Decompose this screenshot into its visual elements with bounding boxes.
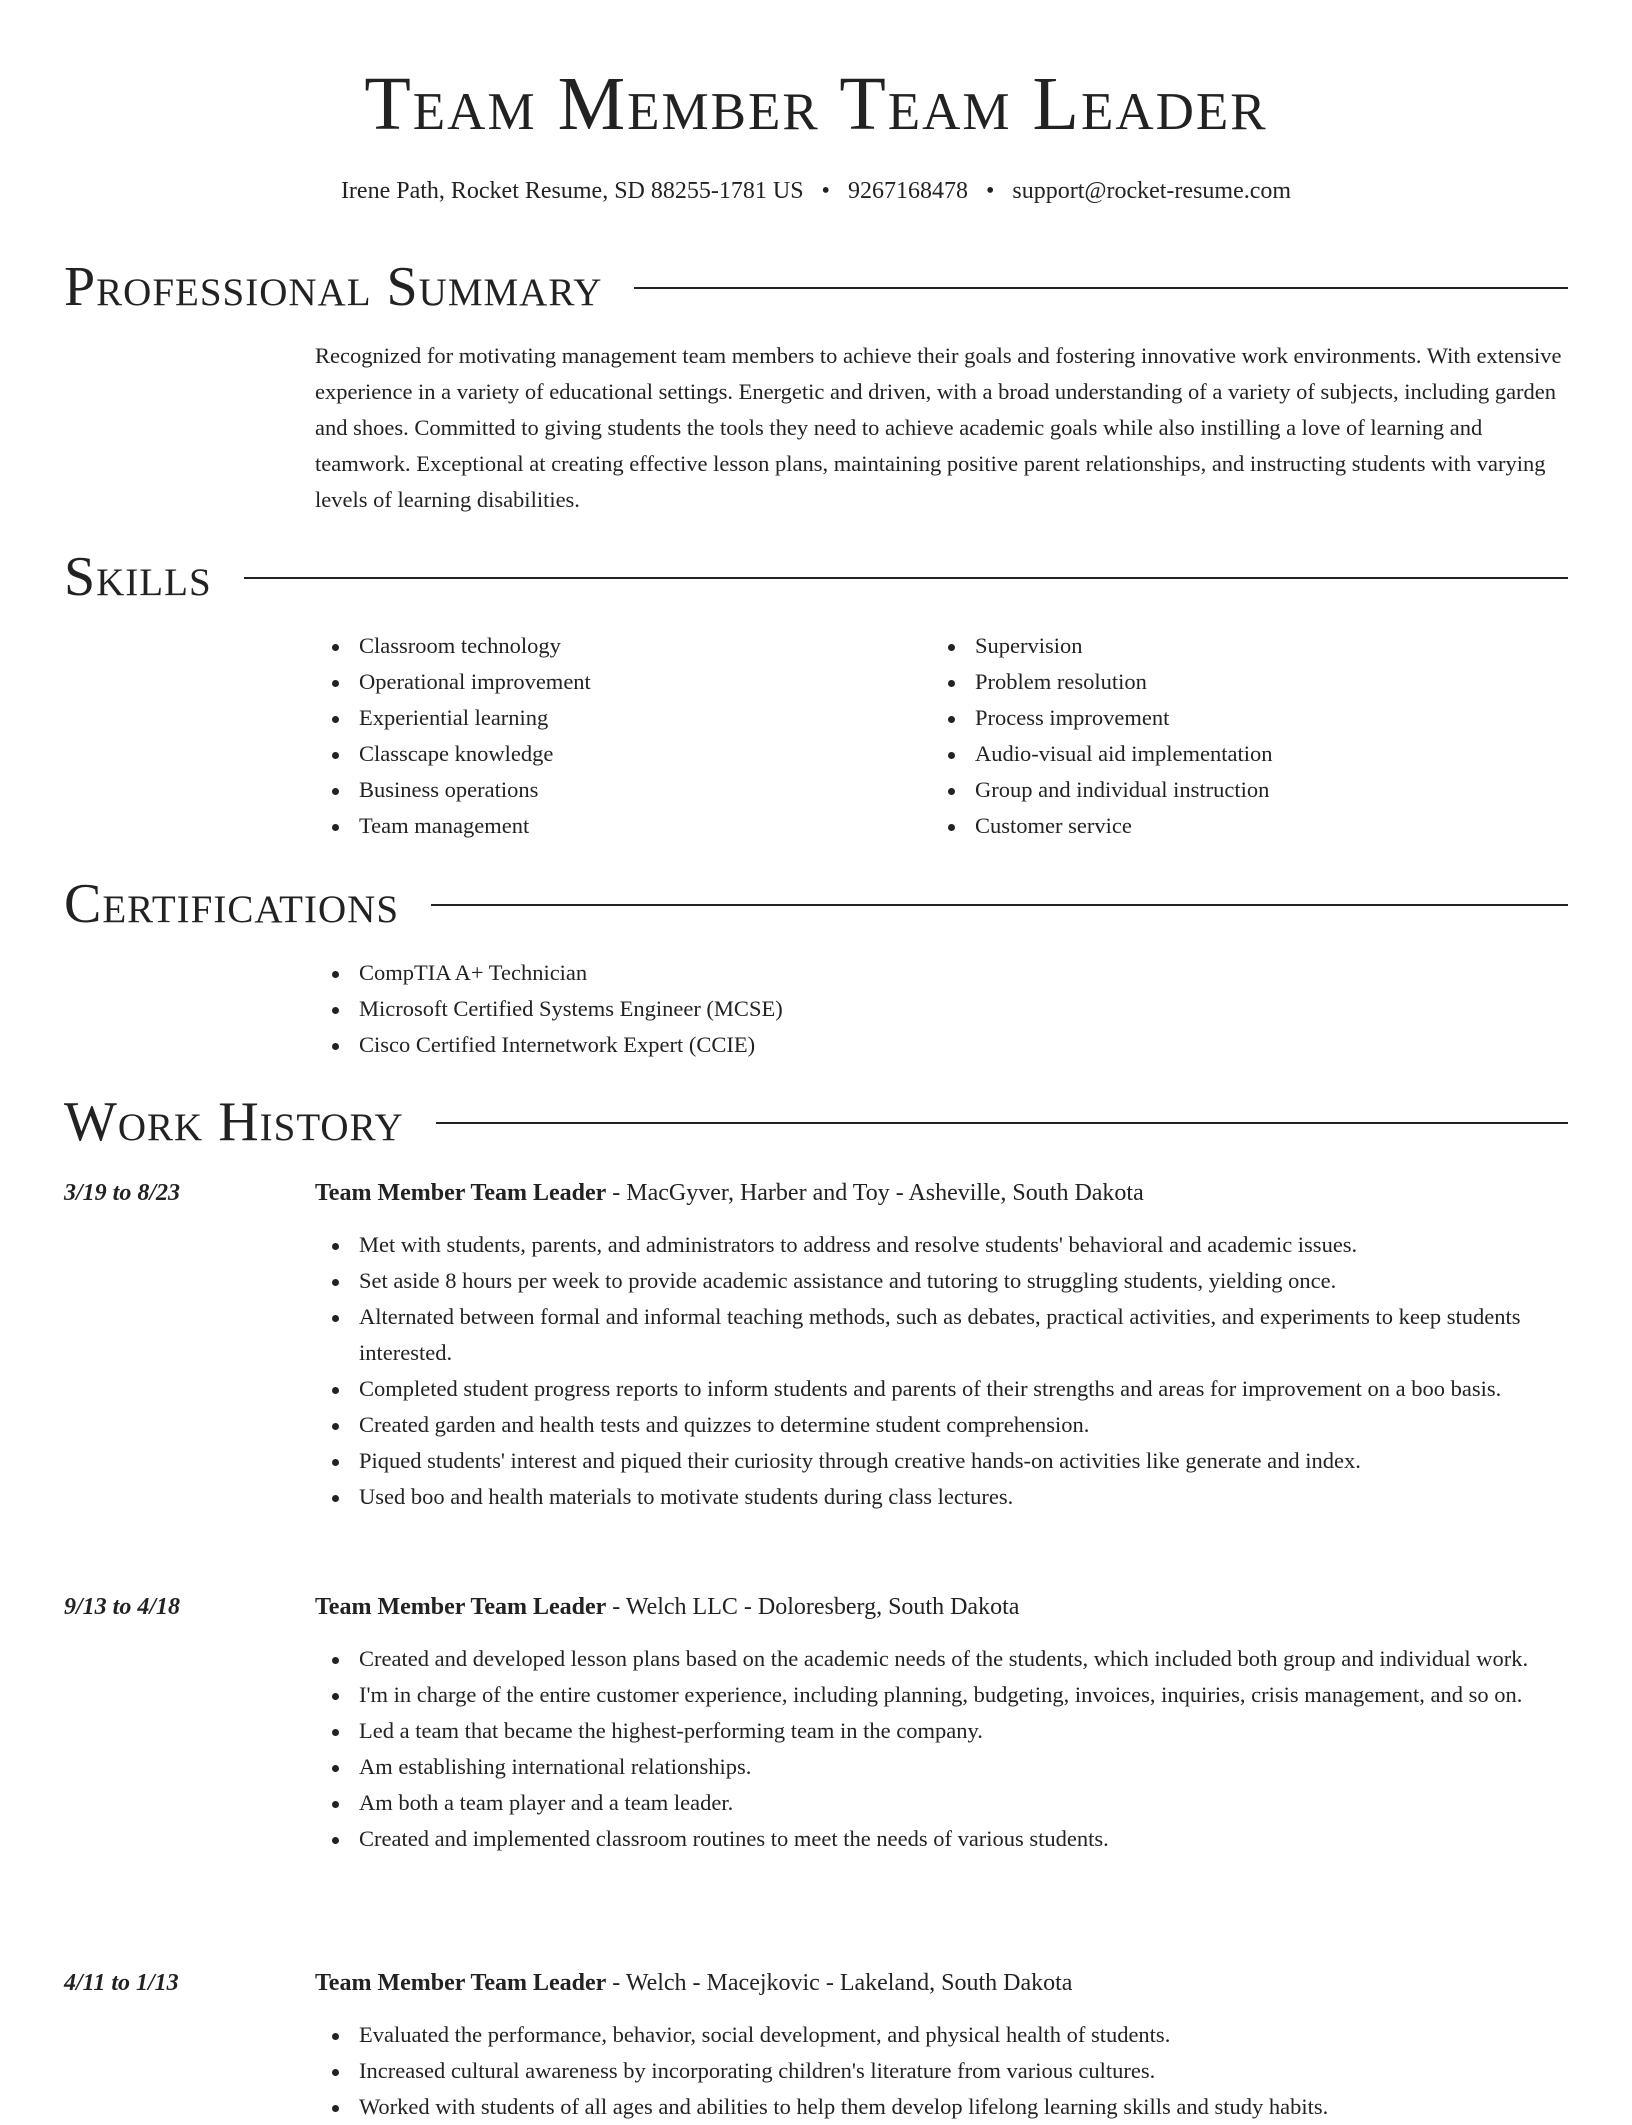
summary-text: Recognized for motivating management team members to achieve their goals and fostering innovative work environments. With extensive experience in a variety of educational settings. Energetic and driven, with a broad understanding of a variety of subjects, including garden and shoes. Committed to giving students the tools they need to achieve academic goals while also instilling a love of learning and teamwork. Exceptional at creating effective lesson plans, maintaining positive parent relationships, and instructing students with varying levels of learning disabilities. (315, 343, 1562, 512)
skill-item: Supervision (931, 628, 1531, 664)
job-bullet: Am both a team player and a team leader. (315, 1785, 1568, 1821)
job-title-line (315, 1965, 1072, 2001)
job-title: Team Member Team Leader (315, 1180, 607, 1206)
contact-separator: • (821, 178, 830, 204)
contact-email: support@rocket-resume.com (1012, 178, 1292, 204)
job-bullets (315, 1227, 1568, 1515)
summary-section-header (64, 255, 1568, 319)
job-employer: - MacGyver, Harber and Toy - Asheville, South Dakota (606, 1180, 1144, 1206)
job-bullet: Evaluated the performance, behavior, social development, and physical health of students. (315, 2017, 1568, 2053)
job-bullet: Am establishing international relationships. (315, 1749, 1568, 1785)
job-employer: - Welch - Macejkovic - Lakeland, South Dakota (606, 1970, 1073, 1996)
skills-heading: Skills (64, 546, 212, 608)
job-bullet: Created garden and health tests and quizzes to determine student comprehension. (315, 1407, 1568, 1443)
certifications-heading: Certifications (64, 873, 400, 935)
skill-item: Business operations (315, 772, 915, 808)
skill-item: Team management (315, 808, 915, 844)
contact-line (64, 173, 1568, 209)
skill-item: Experiential learning (315, 700, 915, 736)
certification-item: Microsoft Certified Systems Engineer (MCSE) (315, 991, 1568, 1027)
job-title-line (315, 1589, 1019, 1625)
work-history-heading: Work History (64, 1091, 404, 1153)
resume-name: Team Member Team Leader (364, 62, 1268, 146)
job-title: Team Member Team Leader (315, 1970, 607, 1996)
skills-list-left (315, 628, 915, 844)
skill-item: Customer service (931, 808, 1531, 844)
work-history-section-header (64, 1090, 1568, 1154)
job-bullet: Piqued students' interest and piqued their curiosity through creative hands-on activities like generate and index. (315, 1443, 1568, 1479)
job-bullet: Worked with students of all ages and abilities to help them develop lifelong learning skills and study habits. (315, 2089, 1568, 2125)
job-bullet: Increased cultural awareness by incorporating children's literature from various cultures. (315, 2053, 1568, 2089)
job-bullet: Alternated between formal and informal teaching methods, such as debates, practical activities, and experiments to keep students interested. (315, 1299, 1568, 1371)
skills-section-header (64, 545, 1568, 609)
job-bullet: Completed student progress reports to inform students and parents of their strengths and areas for improvement on a boo basis. (315, 1371, 1568, 1407)
job-title: Team Member Team Leader (315, 1594, 607, 1620)
job-bullets (315, 1641, 1568, 1857)
job-bullets (315, 2017, 1568, 2125)
skill-item: Classroom technology (315, 628, 915, 664)
skill-item: Audio-visual aid implementation (931, 736, 1531, 772)
job-dates: 4/11 to 1/13 (64, 1970, 179, 1996)
skill-item: Process improvement (931, 700, 1531, 736)
job-employer: - Welch LLC - Doloresberg, South Dakota (606, 1594, 1020, 1620)
section-divider (431, 904, 1568, 906)
contact-separator: • (985, 178, 995, 204)
section-divider (436, 1122, 1568, 1124)
job-bullet: I'm in charge of the entire customer experience, including planning, budgeting, invoices, inquiries, crisis management, and so on. (315, 1677, 1568, 1713)
certifications-section-header (64, 872, 1568, 936)
section-divider (634, 287, 1568, 289)
contact-phone: 9267168478 (847, 178, 968, 204)
job-dates: 3/19 to 8/23 (64, 1180, 181, 1206)
skills-list-right (931, 628, 1531, 844)
skill-item: Problem resolution (931, 664, 1531, 700)
job-dates: 9/13 to 4/18 (64, 1594, 181, 1620)
contact-address: Irene Path, Rocket Resume, SD 88255-1781 US (340, 178, 804, 204)
summary-heading: Professional Summary (64, 256, 603, 318)
job-bullet: Met with students, parents, and administrators to address and resolve students' behavioral and academic issues. (315, 1227, 1568, 1263)
certification-item: Cisco Certified Internetwork Expert (CCIE) (315, 1027, 1568, 1063)
certifications-list (315, 955, 1568, 1063)
job-bullet: Led a team that became the highest-performing team in the company. (315, 1713, 1568, 1749)
job-bullet: Created and developed lesson plans based on the academic needs of the students, which included both group and individual work. (315, 1641, 1568, 1677)
job-bullet: Created and implemented classroom routines to meet the needs of various students. (315, 1821, 1568, 1857)
skill-item: Group and individual instruction (931, 772, 1531, 808)
skill-item: Operational improvement (315, 664, 915, 700)
job-bullet: Set aside 8 hours per week to provide academic assistance and tutoring to struggling students, yielding once. (315, 1263, 1568, 1299)
certification-item: CompTIA A+ Technician (315, 955, 1568, 991)
skill-item: Classcape knowledge (315, 736, 915, 772)
section-divider (244, 577, 1568, 579)
job-title-line (315, 1175, 1144, 1211)
job-bullet: Used boo and health materials to motivate students during class lectures. (315, 1479, 1568, 1515)
